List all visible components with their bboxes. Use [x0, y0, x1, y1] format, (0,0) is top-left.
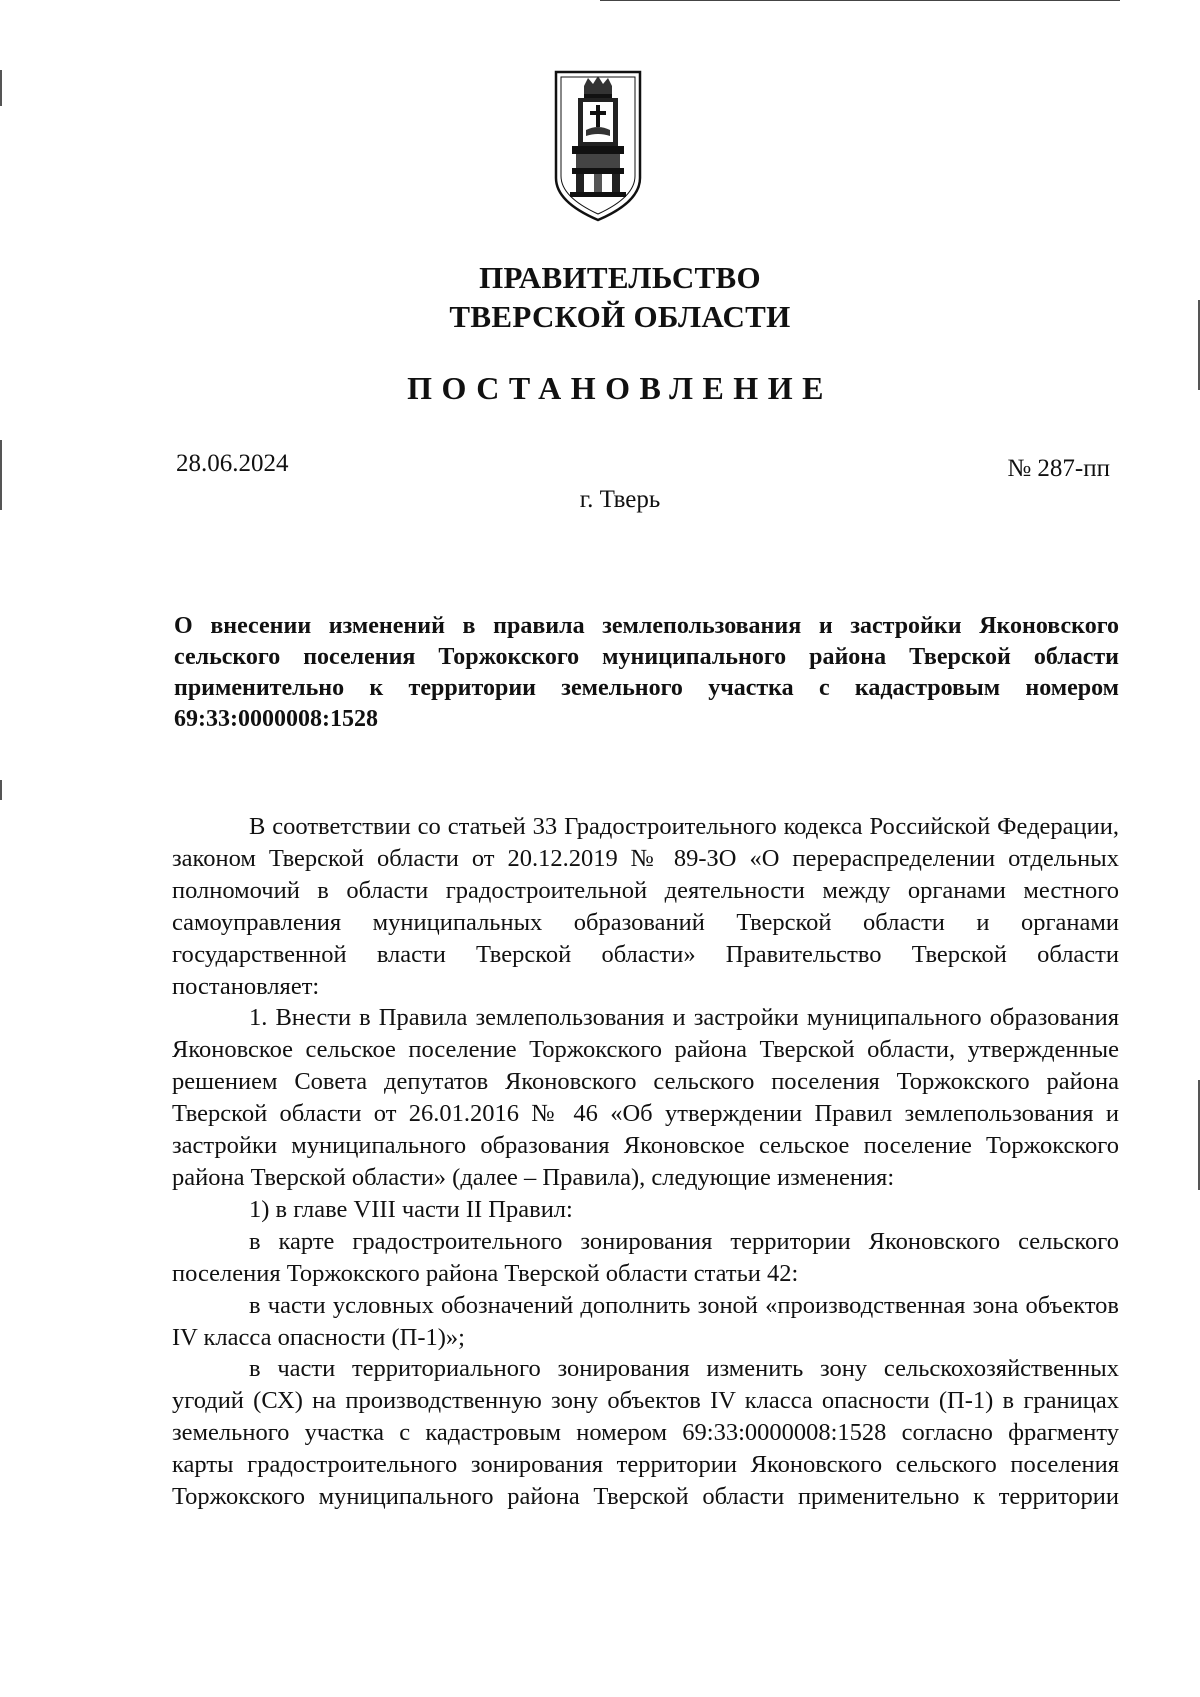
government-name-line1: ПРАВИТЕЛЬСТВО — [479, 260, 761, 295]
paragraph: в части территориального зонирования изменить зону сельскохозяйственных угодий (СХ) на производственную зону объектов IV класса опасности (П-1) в границах земельного участка с кадастровым номером 69:33:0000008:1528 согласно фрагменту карты градостроительного зонирования территории Яконовского сельского поселения Торжокского муниципального района Тверской области применительно к территории — [172, 1355, 1119, 1511]
paragraph: В соответствии со статьей 33 Градостроительного кодекса Российской Федерации, законом Тверской области от 20.12.2019 № 89-ЗО «О перераспределении отдельных полномочий в области градостроительной деятельности между органами местного самоуправления муниципальных образований Тверской области и органами государственной власти Тверской области» Правительство Тверской области постановляет: — [172, 813, 1119, 1000]
scan-edge-line — [600, 0, 1120, 1]
scan-margin-mark — [0, 780, 2, 800]
coat-of-arms-icon — [554, 70, 642, 222]
document-date: 28.06.2024 — [176, 450, 289, 477]
document-title: О внесении изменений в правила землепользования и застройки Яконовского сельского поселения Торжокского муниципального района Тверской области применительно к территории земельного участка с кадастровым номером 69:33:0000008:1528 — [174, 613, 1119, 732]
paragraph: 1. Внести в Правила землепользования и застройки муниципального образования Яконовское сельское поселение Торжокского района Тверской области, утвержденные решением Совета депутатов Яконовского сельского поселения Торжокского района Тверской области от 26.01.2016 № 46 «Об утверждении Правил землепользования и застройки муниципального образования Яконовское сельское поселение Торжокского района Тверской области» (далее – Правила), следующие изменения: — [172, 1004, 1119, 1191]
paragraph: 1) в главе VIII части II Правил: — [249, 1195, 573, 1223]
document-number: № 287-пп — [1007, 455, 1110, 482]
paragraph: в карте градостроительного зонирования территории Яконовского сельского поселения Торжокского района Тверской области статьи 42: — [172, 1227, 1119, 1287]
paragraph: в части условных обозначений дополнить зоной «производственная зона объектов IV класса опасности (П-1)»; — [172, 1291, 1119, 1351]
government-name-line2: ТВЕРСКОЙ ОБЛАСТИ — [449, 299, 791, 334]
government-name — [0, 258, 1200, 336]
document-type: ПОСТАНОВЛЕНИЕ — [407, 370, 833, 406]
document-city: г. Тверь — [579, 486, 661, 513]
scan-margin-mark — [0, 70, 2, 106]
document-body — [172, 811, 1119, 1513]
